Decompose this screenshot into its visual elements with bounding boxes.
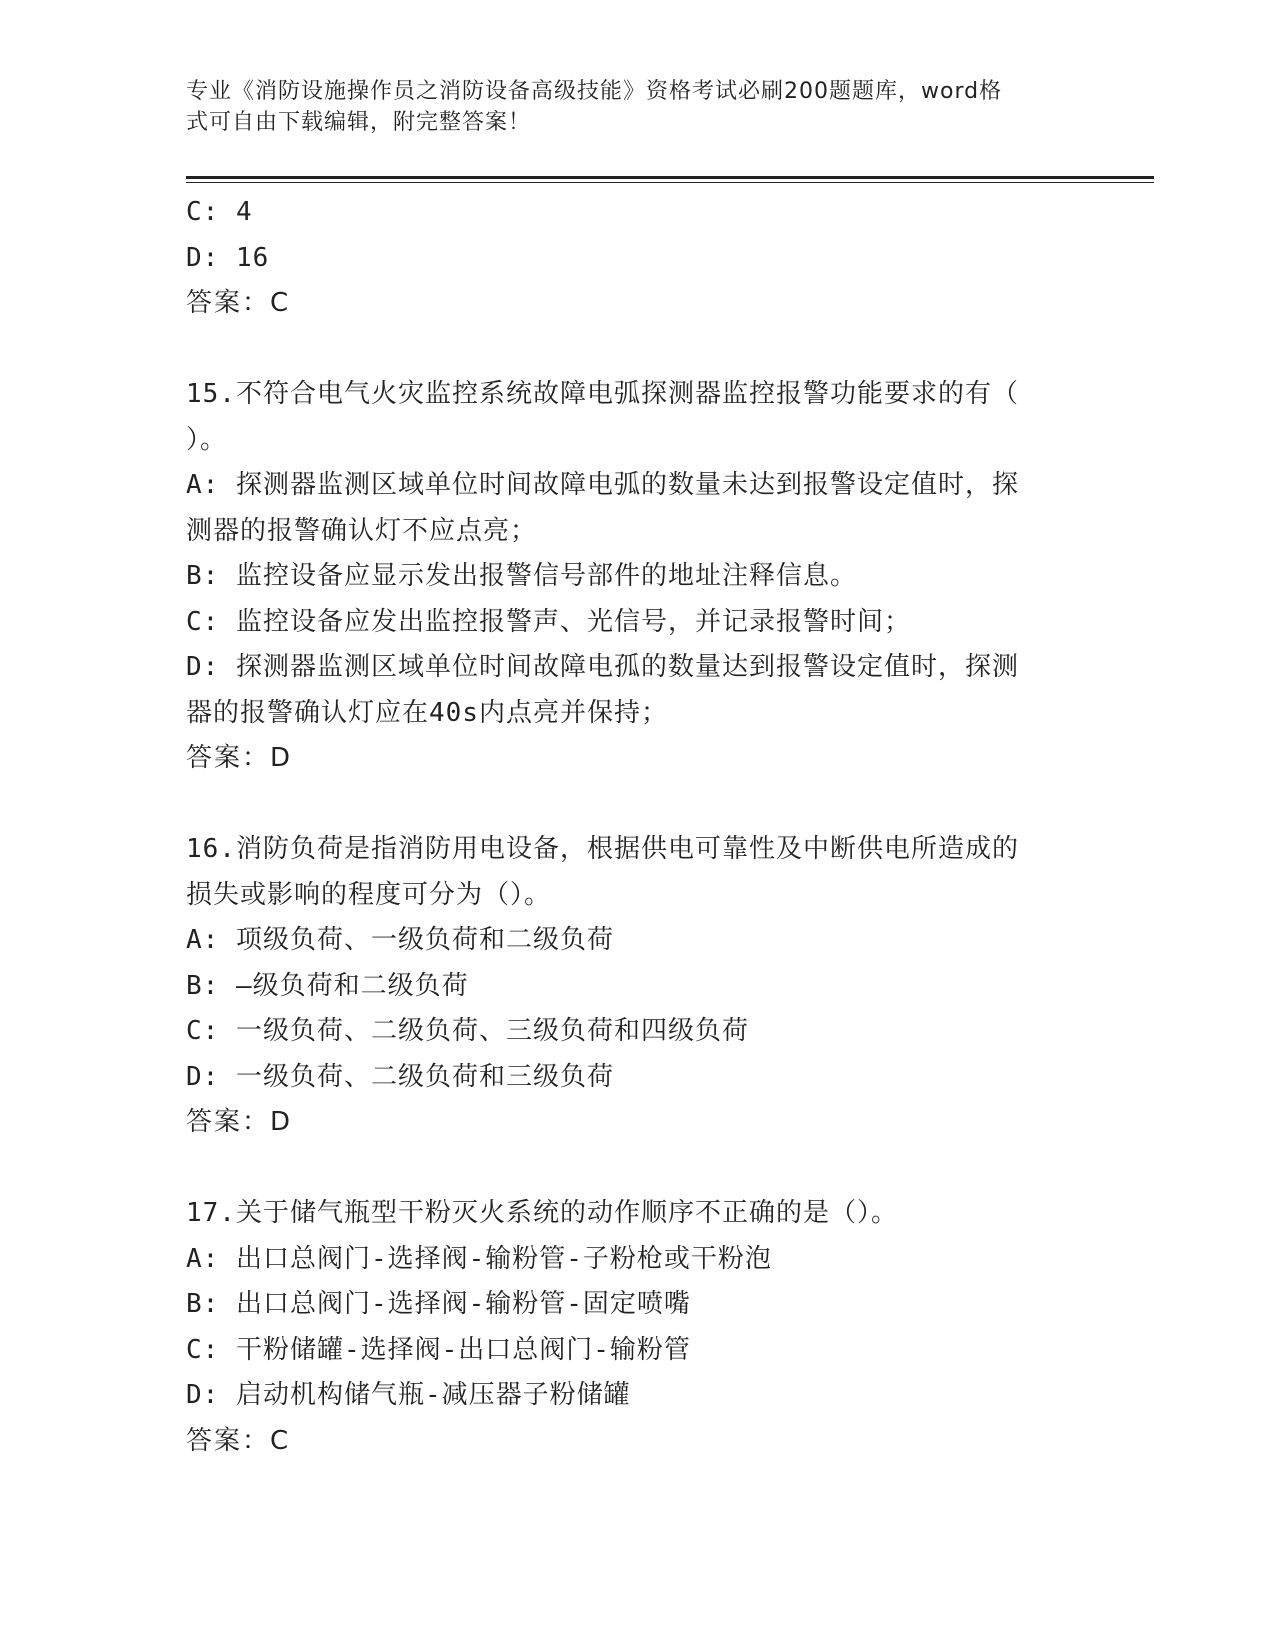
option-c: C: 监控设备应发出监控报警声、光信号，并记录报警时间；	[186, 606, 911, 637]
option-c: C: 一级负荷、二级负荷、三级负荷和四级负荷	[186, 1016, 749, 1046]
question-stem: 15.不符合电气火灾监控系统故障电弧探测器监控报警功能要求的有（	[186, 379, 1019, 409]
option-b: B: —级负荷和二级负荷	[186, 970, 469, 1001]
header-divider	[186, 176, 1154, 179]
question-stem: 16.消防负荷是指消防用电设备，根据供电可靠性及中断供电所造成的	[186, 834, 1019, 864]
question-17	[186, 1191, 1086, 1464]
option-d: D: 启动机构储气瓶-减压器子粉储罐	[186, 1380, 631, 1410]
option-a: 测器的报警确认灯不应点亮；	[186, 515, 538, 546]
option-b: B: 出口总阀门-选择阀-输粉管-固定喷嘴	[186, 1289, 691, 1319]
spacer	[186, 782, 1086, 828]
answer: 答案：D	[186, 743, 293, 773]
header-divider-thin	[186, 182, 1154, 183]
header-line: 式可自由下载编辑，附完整答案！	[186, 110, 532, 135]
question-16	[186, 827, 1086, 1146]
option-a: A: 项级负荷、一级负荷和二级负荷	[186, 925, 614, 955]
option-a: A: 出口总阀门-选择阀-输粉管-子粉枪或干粉泡	[186, 1243, 772, 1274]
option-c: C: 4	[186, 197, 253, 227]
option-d: 器的报警确认灯应在40s内点亮并保持；	[186, 697, 668, 728]
answer: 答案：C	[186, 288, 291, 318]
answer: 答案：D	[186, 1107, 293, 1137]
option-d: D: 一级负荷、二级负荷和三级负荷	[186, 1061, 614, 1092]
option-d: D: 16	[186, 242, 270, 273]
document-body	[186, 190, 1086, 1464]
spacer	[186, 327, 1086, 373]
question-stem: 损失或影响的程度可分为（）。	[186, 879, 552, 910]
spacer	[186, 1146, 1086, 1192]
answer: 答案：C	[186, 1425, 291, 1456]
option-a: A: 探测器监测区域单位时间故障电弧的数量未达到报警设定值时，探	[186, 470, 1019, 500]
question-15	[186, 372, 1086, 782]
header-line: 专业《消防设施操作员之消防设备高级技能》资格考试必刷200题题库，word格	[186, 79, 1003, 104]
question-stem: ）。	[186, 424, 228, 455]
document-header	[186, 76, 1066, 138]
option-c: C: 干粉储罐-选择阀-出口总阀门-输粉管	[186, 1334, 691, 1365]
option-b: B: 监控设备应显示发出报警信号部件的地址注释信息。	[186, 561, 857, 591]
question-fragment	[186, 190, 1086, 327]
question-stem: 17.关于储气瓶型干粉灭火系统的动作顺序不正确的是（）。	[186, 1198, 898, 1228]
option-d: D: 探测器监测区域单位时间故障电孤的数量达到报警设定值时，探测	[186, 652, 1019, 682]
